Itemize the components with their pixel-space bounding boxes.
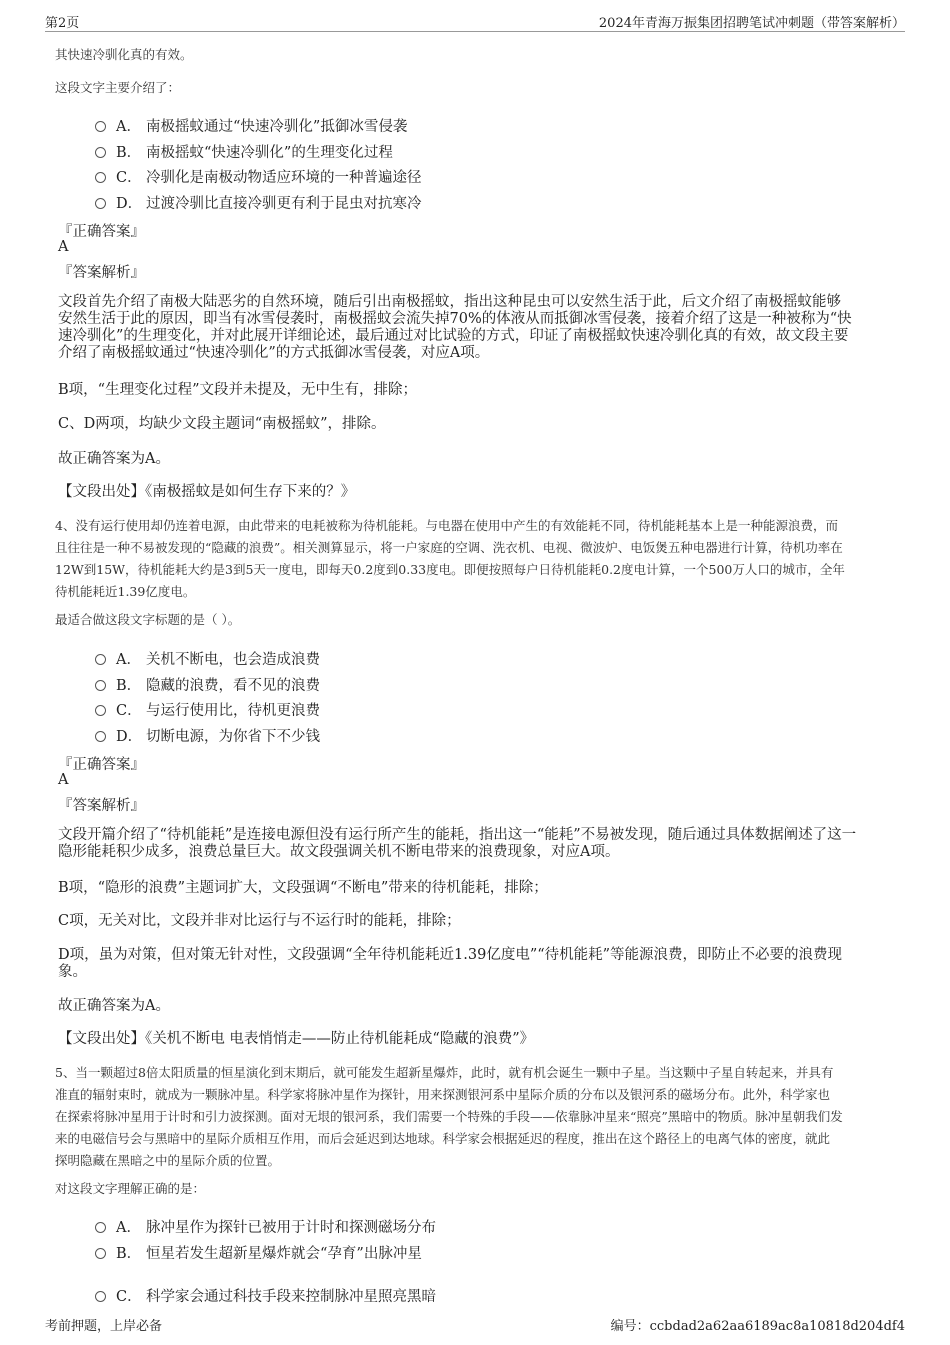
q3-analysis-label: 『答案解析』: [58, 265, 145, 281]
radio-icon[interactable]: [95, 1248, 106, 1259]
q3-option-b[interactable]: B． 南极摇蚊“快速冷驯化”的生理变化过程: [95, 141, 393, 162]
radio-icon[interactable]: [95, 731, 106, 742]
q4-question: 最适合做这段文字标题的是（ ）。: [55, 612, 241, 627]
q4-analysis-label: 『答案解析』: [58, 798, 145, 814]
q3-conclusion: 故正确答案为A。: [58, 451, 170, 467]
q3-option-a[interactable]: A． 南极摇蚊通过“快速冷驯化”抵御冰雪侵袭: [95, 115, 407, 136]
q4-option-b-note: B项，“隐形的浪费”主题词扩大，文段强调“不断电”带来的待机能耗，排除；: [58, 880, 548, 896]
document-title: 2024年青海万振集团招聘笔试冲刺题（带答案解析）: [598, 16, 905, 31]
radio-icon[interactable]: [95, 680, 106, 691]
radio-icon[interactable]: [95, 654, 106, 665]
q3-option-b-note: B项，“生理变化过程”文段并未提及，无中生有，排除；: [58, 382, 417, 398]
q3-answer-label: 『正确答案』: [58, 224, 145, 240]
footer-slogan: 考前押题，上岸必备: [45, 1319, 163, 1334]
q3-source: 【文段出处】《南极摇蚊是如何生存下来的？》: [58, 484, 356, 500]
q4-option-a[interactable]: A． 关机不断电，也会造成浪费: [95, 648, 320, 669]
q5-option-a[interactable]: A． 脉冲星作为探针已被用于计时和探测磁场分布: [95, 1216, 436, 1237]
q5-stem: 5、当一颗超过8倍太阳质量的恒星演化到末期后，就可能发生超新星爆炸，此时，就有机会诞生一颗中子星。当这颗中子星自转起来，并具有 准直的辐射束时，就成为一颗脉冲星。科学家将脉冲星作为探针，用来探测银河系中星际介质的分布以及银河系的磁场分布。此外，科学家也 在探索将脉冲星用于计时和引力波探测。面对无垠的银河系，我们需要一个特殊的手段——依靠脉冲星来“照亮”黑暗中的物质。脉冲星朝我们发 来的电磁信号会与黑暗中的星际介质相互作用，而后会延迟到达地球。科学家会根据延迟的程度，推出在这个路径上的电离气体的密度，就此 探明隐藏在黑暗之中的星际介质的位置。: [55, 1065, 843, 1168]
q3-option-cd-note: C、D两项，均缺少文段主题词“南极摇蚊”，排除。: [58, 416, 386, 432]
q4-answer: A: [58, 772, 69, 788]
q3-analysis: 文段首先介绍了南极大陆恶劣的自然环境，随后引出南极摇蚊，指出这种昆虫可以安然生活于此，后文介绍了南极摇蚊能够 安然生活于此的原因，即当有冰雪侵袭时，南极摇蚊会流失掉70%的体液从而抵御冰雪侵袭，接着介绍了这是一种被称为“快 速冷驯化”的生理变化，并对此展开详细论述，最后通过对比试验的方式，印证了南极摇蚊快速冷驯化真的有效，故文段主要 介绍了南极摇蚊通过“快速冷驯化”的方式抵御冰雪侵袭，对应A项。: [58, 294, 852, 361]
q3-option-c[interactable]: C． 冷驯化是南极动物适应环境的一种普遍途径: [95, 166, 422, 187]
radio-icon[interactable]: [95, 705, 106, 716]
radio-icon[interactable]: [95, 121, 106, 132]
radio-icon[interactable]: [95, 1291, 106, 1302]
radio-icon[interactable]: [95, 172, 106, 183]
q4-analysis: 文段开篇介绍了“待机能耗”是连接电源但没有运行所产生的能耗，指出这一“能耗”不易被发现，随后通过具体数据阐述了这一 隐形能耗积少成多，浪费总量巨大。故文段强调关机不断电带来的浪费现象，对应A项。: [58, 827, 857, 860]
q4-answer-label: 『正确答案』: [58, 757, 145, 773]
radio-icon[interactable]: [95, 147, 106, 158]
q4-option-d-note: D项，虽为对策，但对策无针对性，文段强调“全年待机能耗近1.39亿度电”“待机能耗”等能源浪费，即防止不必要的浪费现 象。: [58, 947, 843, 980]
q5-option-b[interactable]: B． 恒星若发生超新星爆炸就会“孕育”出脉冲星: [95, 1242, 422, 1263]
page-number: 第2页: [45, 16, 80, 31]
q5-question: 对这段文字理解正确的是：: [55, 1181, 206, 1196]
q4-source: 【文段出处】《关机不断电 电表悄悄走——防止待机能耗成“隐藏的浪费”》: [58, 1031, 535, 1047]
radio-icon[interactable]: [95, 1222, 106, 1233]
q4-option-b[interactable]: B． 隐藏的浪费，看不见的浪费: [95, 674, 320, 695]
q4-stem: 4、没有运行使用却仍连着电源，由此带来的电耗被称为待机能耗。与电器在使用中产生的有效能耗不同，待机能耗基本上是一种能源浪费，而 且往往是一种不易被发现的“隐藏的浪费”。相关测算显示，将一户家庭的空调、洗衣机、电视、微波炉、电饭煲五种电器进行计算，待机功率在 12W到15W，待机能耗大约是3到5天一度电，即每天0.2度到0.33度电。即便按照每户日待机能耗0.2度电计算，一个500万人口的城市，全年 待机能耗近1.39亿度电。: [55, 518, 845, 599]
q4-option-c-note: C项，无关对比，文段并非对比运行与不运行时的能耗，排除；: [58, 913, 461, 929]
q4-option-c[interactable]: C． 与运行使用比，待机更浪费: [95, 699, 320, 720]
footer-serial: 编号：ccbdad2a62aa6189ac8a10818d204df4: [610, 1319, 905, 1334]
q3-option-d[interactable]: D． 过渡冷驯比直接冷驯更有利于昆虫对抗寒冷: [95, 192, 422, 213]
q3-stem-tail: 其快速冷驯化真的有效。: [55, 47, 193, 62]
q4-conclusion: 故正确答案为A。: [58, 998, 170, 1014]
q3-question: 这段文字主要介绍了：: [55, 80, 181, 95]
q3-answer: A: [58, 239, 69, 255]
header-divider: [45, 31, 905, 32]
q4-option-d[interactable]: D． 切断电源，为你省下不少钱: [95, 725, 320, 746]
radio-icon[interactable]: [95, 198, 106, 209]
q5-option-c[interactable]: C． 科学家会通过科技手段来控制脉冲星照亮黑暗: [95, 1285, 436, 1306]
